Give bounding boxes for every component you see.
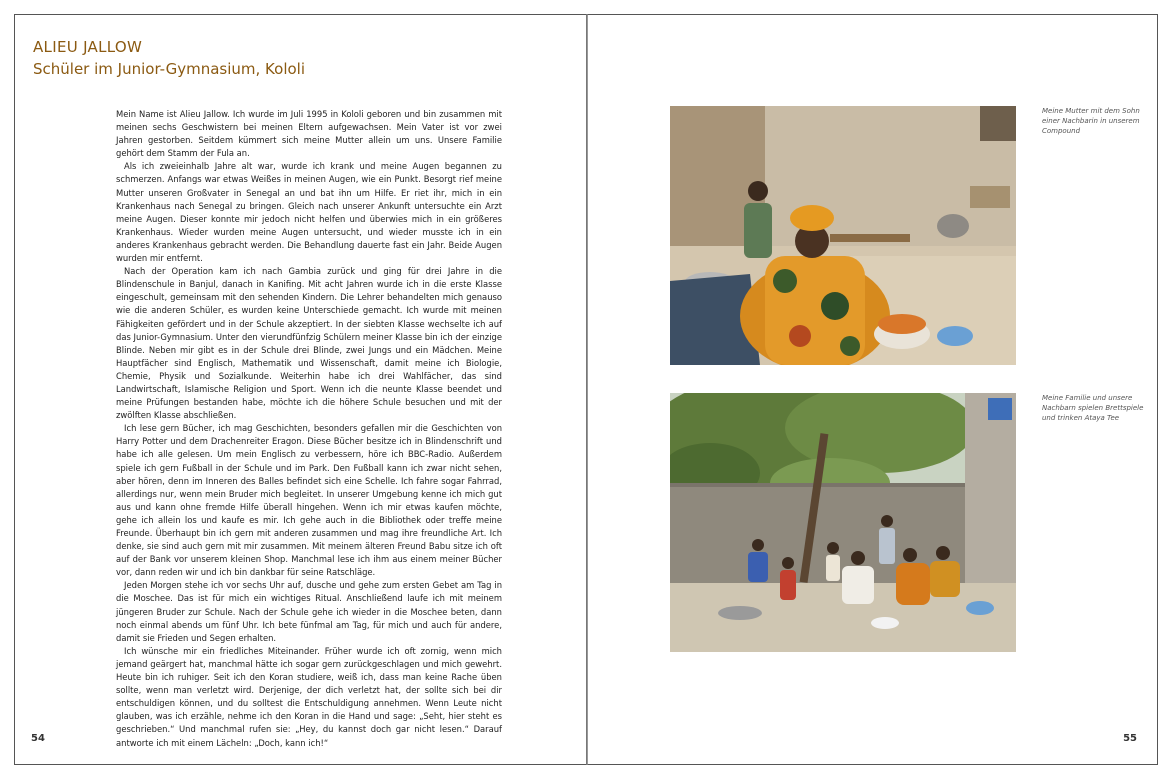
person-subtitle: Schüler im Junior-Gymnasium, Kololi bbox=[33, 60, 306, 78]
paragraph: Jeden Morgen stehe ich vor sechs Uhr auf, dusche und gehe zum ersten Gebet am Tag in die Moschee. Das ist für mich ein wichtiges Ritual. Anschließend laufe ich mit meinem jüngeren Bruder zur Schule. Nach der Schule gehe ich wieder in die Moschee beten, dann noch einmal abends um fünf Uhr. Ich bete fünfmal am Tag, für mich und auch für andere, damit sie Frieden und Segen erhalten. bbox=[116, 580, 502, 643]
photo-caption-1: Meine Mutter mit dem Sohn einer Nachbarin in unserem Compound bbox=[1042, 107, 1140, 135]
photo-family-tree bbox=[670, 393, 1016, 652]
photo-caption-2: Meine Familie und unsere Nachbarn spielen Brettspiele und trinken Ataya Tee bbox=[1042, 394, 1144, 422]
left-page bbox=[14, 14, 587, 765]
article-body bbox=[116, 108, 502, 750]
person-name-heading: ALIEU JALLOW bbox=[33, 38, 143, 56]
page-number-right: 55 bbox=[1123, 733, 1137, 744]
right-page bbox=[587, 14, 1158, 765]
photo-mother-compound bbox=[670, 106, 1016, 365]
paragraph: Als ich zweieinhalb Jahre alt war, wurde ich krank und meine Augen begannen zu schmerzen. Anfangs war etwas Weißes in meinen Augen, wie ein Punkt. Besorgt rief meine Mutter unseren Großvater in Senegal an und bat ihn um Hilfe. Er riet ihr, mich in ein Krankenhaus nach Senegal zu bringen. Gleich nach unserer Ankunft untersuchte ein Arzt meine Augen. Dieser konnte mir jedoch nicht helfen und überwies mich in ein größeres Krankenhaus. Wieder wurden meine Augen untersucht, und wieder musste ich in ein anderes Krankenhaus gebracht werden. Die Behandlung dauerte fast ein Jahr. Beide Augen wurden mir entfernt. bbox=[116, 161, 502, 264]
paragraph: Ich lese gern Bücher, ich mag Geschichten, besonders gefallen mir die Geschichten von Harry Potter und dem Drachenreiter Eragon. Diese Bücher besitze ich in Blindenschrift und habe ich alle gelesen. Um mein Englisch zu verbessern, höre ich BBC-Radio. Außerdem spiele ich gern Fußball in der Schule und im Park. Den Fußball kann ich zwar nicht sehen, aber hören, denn im Inneren des Balles befindet sich eine Schelle. Ich fahre sogar Fahrrad, allerdings nur, wenn mein Bruder mich begleitet. In unserer Umgebung kenne ich mich gut aus und kann ohne fremde Hilfe überall hingehen. Wenn ich mir etwas kaufen möchte, gehe ich allein los und kaufe es mir. Ich gehe auch in die Bibliothek oder treffe meine Freunde. Überhaupt bin ich gern mit anderen zusammen und mag ihre freundliche Art. Ich denke, sie sind auch gern mit mir zusammen. Mit meinem älteren Freund Babu sitze ich oft auf der Bank vor unserem kleinen Shop. Manchmal lese ich ihm aus einem meiner Bücher vor, dann reden wir und ich bin dankbar für seine Ratschläge. bbox=[116, 423, 502, 578]
page-number-left: 54 bbox=[31, 733, 45, 744]
paragraph: Ich wünsche mir ein friedliches Miteinander. Früher wurde ich oft zornig, wenn mich jemand geärgert hat, manchmal hätte ich sogar gern zurückgeschlagen und mich gewehrt. Heute bin ich ruhiger. Seit ich den Koran studiere, weiß ich, dass man keine Rache üben sollte, wenn man verletzt wird. Derjenige, der dich verletzt hat, der sollte sich bei dir entschuldigen können, und du solltest die Entschuldigung annehmen. Wenn Leute nicht glauben, was ich erzähle, nehme ich den Koran in die Hand und sage: „Seht, hier steht es geschrieben.“ Und manchmal rufen sie: „Hey, du kannst doch gar nicht lesen.“ Darauf antworte ich mit einem Lächeln: „Doch, kann ich!“ bbox=[116, 645, 502, 748]
paragraph: Nach der Operation kam ich nach Gambia zurück und ging für drei Jahre in die Blindenschule in Banjul, danach in Kanifing. Mit acht Jahren wurde ich in die erste Klasse eingeschult, gemeinsam mit den sehenden Kindern. Die Lehrer behandelten mich genauso wie die anderen Schüler, es wurden keine Unterschiede gemacht. Ich wurde mit meinen Fähigkeiten gefördert und in der Schule akzeptiert. In der siebten Klasse wechselte ich auf das Junior-Gymnasium. Unter den vierundfünfzig Schülern meiner Klasse bin ich der einzige Blinde. Neben mir gibt es in der Schule drei Blinde, zwei Jungs und ein Mädchen. Meine Hauptfächer sind Englisch, Mathematik und Wissenschaft, damit meine ich Biologie, Chemie, Physik und Sozialkunde. Weiterhin habe ich drei Wahlfächer, das sind Landwirtschaft, Islamische Religion und Sport. Wenn ich die neunte Klasse beendet und meine Prüfungen bestanden habe, möchte ich die höhere Schule besuchen und mit der zwölften Klasse abschließen. bbox=[116, 266, 502, 421]
paragraph: Mein Name ist Alieu Jallow. Ich wurde im Juli 1995 in Kololi geboren und bin zusammen mit meinen sechs Geschwistern bei meinen Eltern aufgewachsen. Mein Vater ist vor zwei Jahren gestorben. Seitdem kümmert sich meine Mutter allein um uns. Unsere Familie gehört dem Stamm der Fula an. bbox=[116, 109, 502, 159]
